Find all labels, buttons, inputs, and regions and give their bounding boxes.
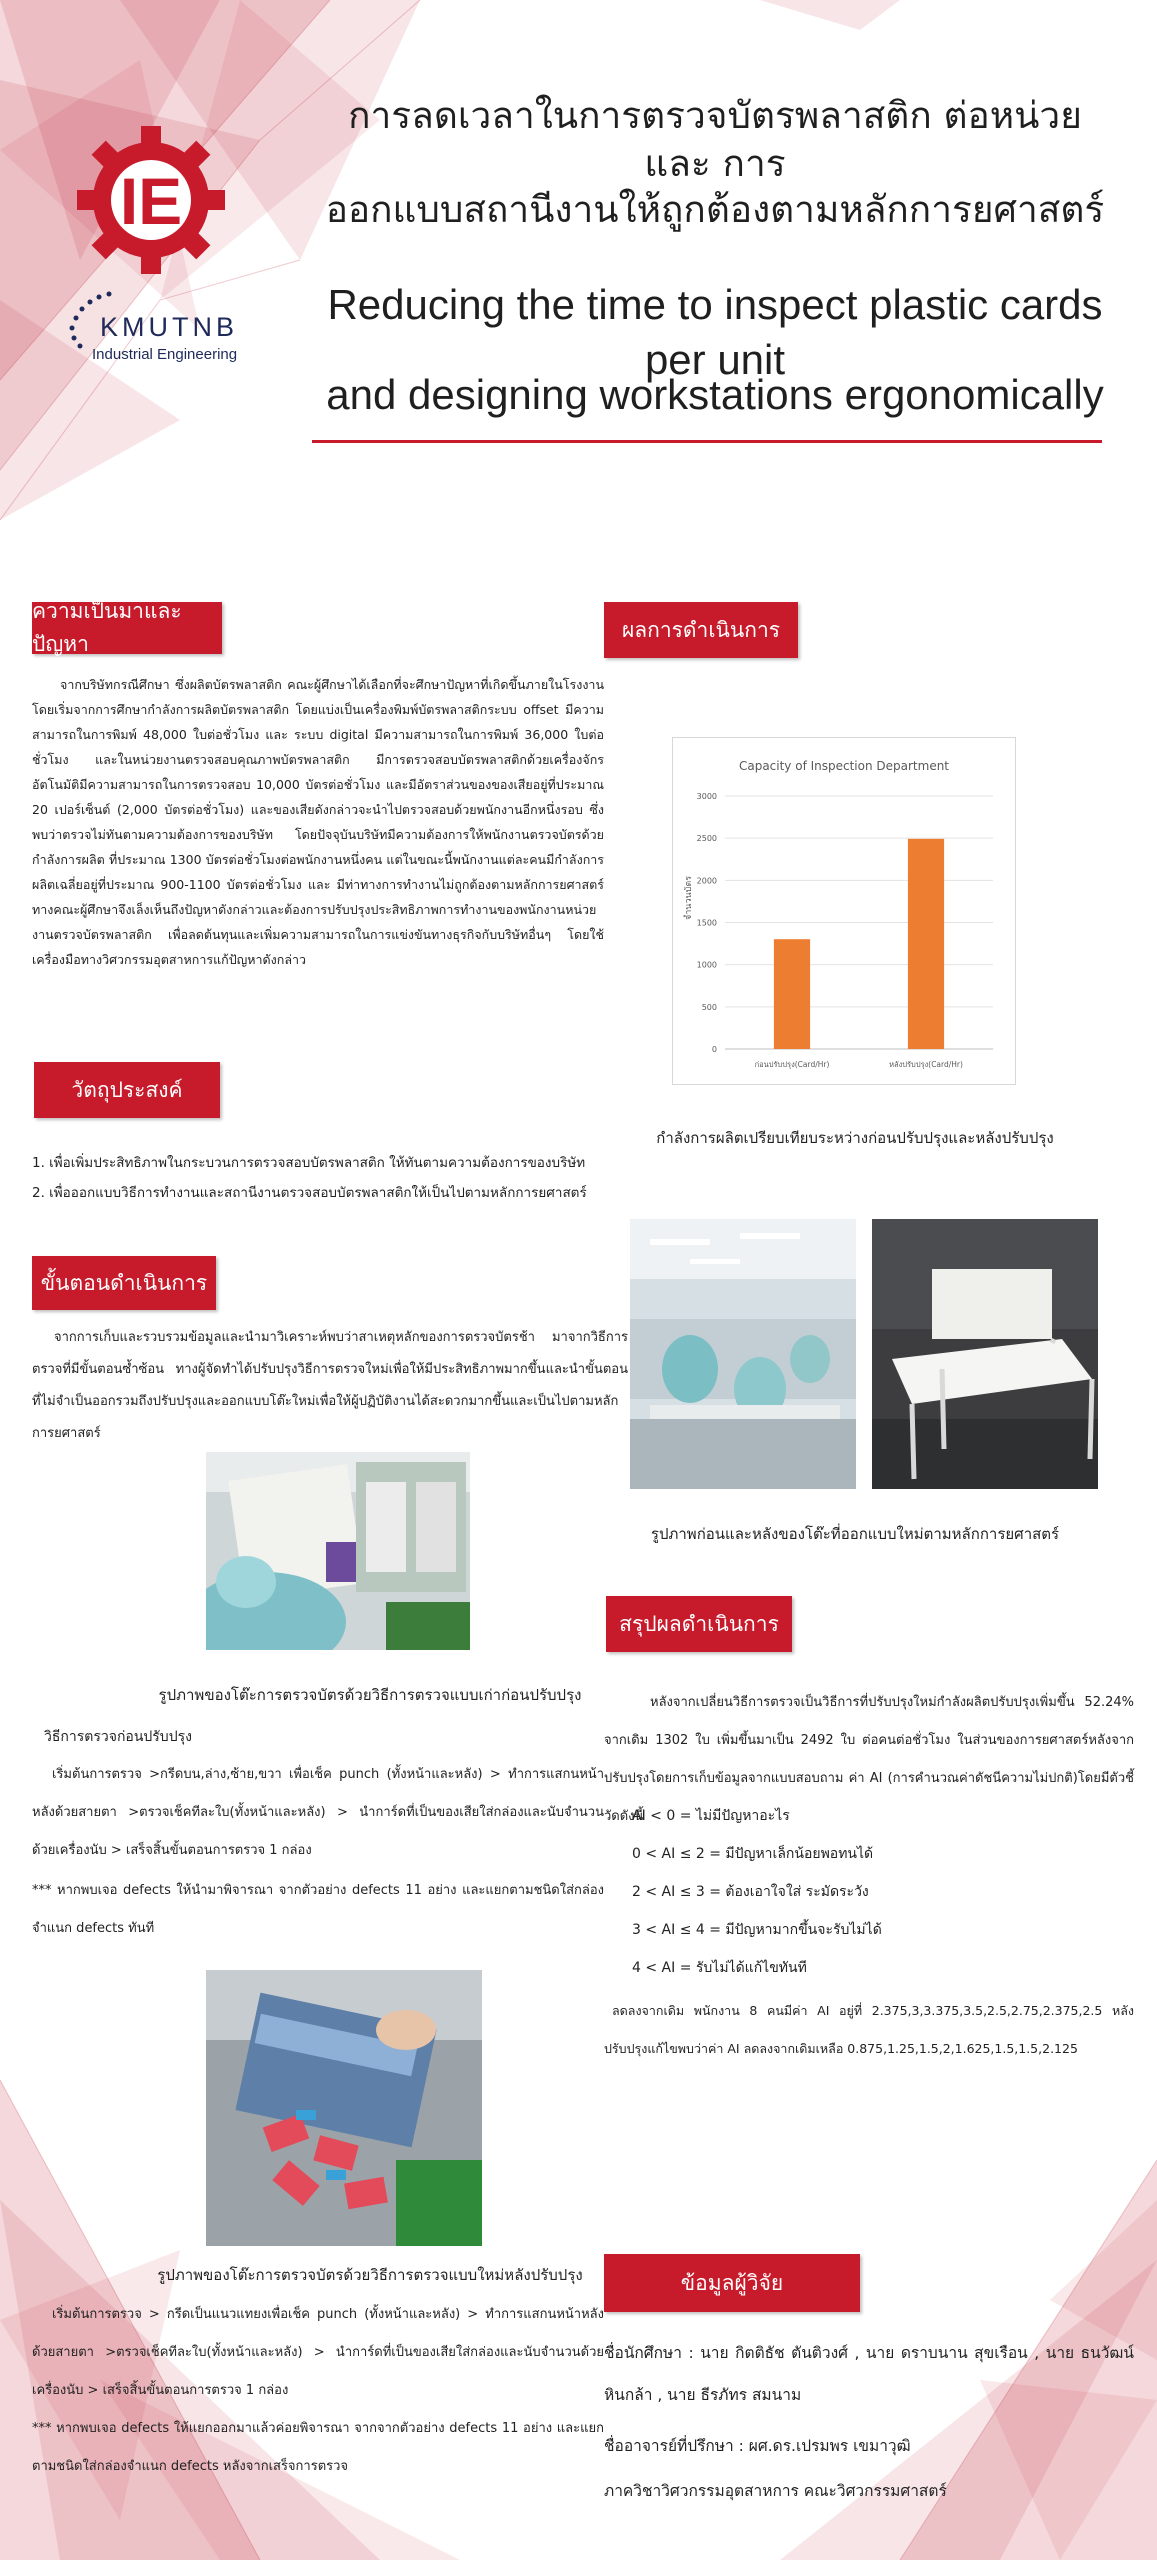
background-heading: ความเป็นมาและปัญหา [32,602,222,654]
ai-criterion: 2 < AI ≤ 3 = ต้องเอาใจใส่ ระมัดระวัง [632,1884,869,1900]
ai-criterion: AI < 0 = ไม่มีปัญหาอะไร [632,1808,790,1824]
capacity-chart [672,737,1016,1085]
objective-item: 1. เพื่อเพิ่มประสิทธิภาพในกระบวนการตรวจสอบบัตรพลาสติก ให้ทันตามความต้องการของบริษัท [32,1155,586,1171]
chart-svg [673,738,1015,1084]
chart-x-tick-label: หลังปรับปรุง(Card/Hr) [889,1060,963,1069]
chart-y-tick-label: 2500 [696,834,717,844]
researchers-department: ภาควิชาวิศวกรรมอุตสาหการ คณะวิศวกรรมศาสตร์ [604,2482,947,2500]
chart-caption: กำลังการผลิตเปรียบเทียบระหว่างก่อนปรับปรุงและหลังปรับปรุง [656,1129,1054,1147]
title-thai-line-2: ออกแบบสถานีงานให้ถูกต้องตามหลักการยศาสตร์ [325,188,1105,231]
chart-y-tick-label: 500 [701,1002,717,1012]
chart-bar [908,839,944,1049]
procedure-intro: จากการเก็บและรวบรวมข้อมูลและนำมาวิเคราะห์พบว่าสาเหตุหลักของการตรวจบัตรช้า มาจากวิธีการตรวจที่มีขั้นตอนซ้ำซ้อน ทางผู้จัดทำได้ปรับปรุงวิธีการตรวจใหม่เพื่อให้มีประสิทธิภาพมากขึ้นและนำขั้นตอนที่ไม่จำเป็นออกรวมถึงปรับปรุงและออกแบบโต๊ะใหม่เพื่อให้ผู้ปฏิบัติงานได้สะดวกมากขึ้นและเป็นไปตามหลักการยศาสตร์ [32,1330,628,1441]
chart-y-axis-label: จำนวนบัตร [684,875,694,921]
logo-name: KMUTNB [100,312,238,342]
kmutnb-logo [62,96,240,388]
researchers-heading: ข้อมูลผู้วิจัย [604,2254,860,2312]
new-method-caption: รูปภาพของโต๊ะการตรวจบัตรด้วยวิธีการตรวจแบบใหม่หลังปรับปรุง [157,2266,583,2284]
summary-heading: สรุปผลดำเนินการ [606,1596,792,1652]
old-desk-caption: รูปภาพของโต๊ะการตรวจบัตรด้วยวิธีการตรวจแบบเก่าก่อนปรับปรุง [158,1686,582,1704]
before-method-note: *** หากพบเจอ defects ให้นำมาพิจารณา จากตัวอย่าง defects 11 อย่าง และแยกตามชนิดใส่กล่องจำแนก defects ทันที [32,1883,604,1936]
logo-department: Industrial Engineering [92,346,238,363]
title-english-line-2: and designing workstations ergonomically [326,371,1104,418]
before-method-steps: เริ่มต้นการตรวจ >กรีดบน,ล่าง,ซ้าย,ขวา เพื่อเช็ค punch (ทั้งหน้าและหลัง) > ทำการแสกนหน้าหลังด้วยสายตา >ตรวจเช็คทีละใบ(ทั้งหน้าและหลัง) > นำการ์ดที่เป็นของเสียใส่กล่องและนับจำนวนด้วยเครื่องนับ > เสร็จสิ้นขั้นตอนการตรวจ 1 กล่อง [32,1767,604,1858]
summary-closing: ลดลงจากเดิม พนักงาน 8 คนมีค่า AI อยู่ที่ 2.375,3,3.375,3.5,2.5,2.75,2.375,2.5 หลังปรับปรุงแก้ไขพบว่าค่า AI ลดลงจากเดิมเหลือ 0.875,1.25,1.5,2,1.625,1.5,1.5,2.125 [604,2003,1134,2056]
after-method-note: *** หากพบเจอ defects ให้แยกออกมาแล้วค่อยพิจารณา จากจากตัวอย่าง defects 11 อย่าง และแยกตามชนิดใส่กล่องจำแนก defects หลังจากเสร็จการตรวจ [32,2421,604,2474]
new-workstation-photo [872,1219,1098,1489]
researchers-advisor: ชื่ออาจารย์ที่ปรึกษา : ผศ.ดร.เปรมพร เขมาวุฒิ [604,2437,911,2455]
results-heading: ผลการดำเนินการ [604,602,798,658]
new-method-photo [206,1970,482,2246]
ai-criterion: 0 < AI ≤ 2 = มีปัญหาเล็กน้อยพอทนได้ [632,1846,874,1862]
objective-item: 2. เพื่อออกแบบวิธีการทำงานและสถานีงานตรวจสอบบัตรพลาสติกให้เป็นไปตามหลักการยศาสตร์ [32,1185,587,1201]
ai-criteria-list [632,1797,1112,1987]
before-method-title: วิธีการตรวจก่อนปรับปรุง [44,1729,192,1745]
old-desk-photo [206,1452,470,1650]
objectives-list [32,1148,604,1208]
researchers-students: ชื่อนักศึกษา : นาย กิตติธัช ตันติวงศ์ , นาย ดราบนาน สุขเรือน , นาย ธนวัฒน์ หินกล้า , นาย ธีรภัทร สมนาม [604,2344,1134,2404]
chart-title: Capacity of Inspection Department [738,759,950,773]
old-workstation-photo [630,1219,856,1489]
objectives-heading: วัตถุประสงค์ [34,1062,220,1118]
logo-monogram: IE [119,164,183,238]
chart-y-tick-label: 1500 [696,918,717,928]
chart-bar [774,939,810,1049]
ai-criterion: 4 < AI = รับไม่ได้แก้ไขทันที [632,1960,807,1976]
chart-x-tick-label: ก่อนปรับปรุง(Card/Hr) [754,1060,830,1069]
ai-criterion: 3 < AI ≤ 4 = มีปัญหามากขึ้นจะรับไม่ได้ [632,1922,882,1938]
chart-y-tick-label: 2000 [696,876,717,886]
title-thai-line-1: การลดเวลาในการตรวจบัตรพลาสติก ต่อหน่วย และ การ [348,94,1082,186]
workstation-photos-caption: รูปภาพก่อนและหลังของโต๊ะที่ออกแบบใหม่ตามหลักการยศาสตร์ [650,1525,1060,1543]
after-method-steps: เริ่มต้นการตรวจ > กรีดเป็นแนวแทยงเพื่อเช็ค punch (ทั้งหน้าและหลัง) > ทำการแสกนหน้าหลังด้วยสายตา >ตรวจเช็คทีละใบ(ทั้งหน้าและหลัง) > นำการ์ดที่เป็นของเสียใส่กล่องและนับจำนวนด้วยเครื่องนับ > เสร็จสิ้นขั้นตอนการตรวจ 1 กล่อง [32,2307,604,2398]
procedure-heading: ขั้นตอนดำเนินการ [32,1256,216,1310]
chart-y-tick-label: 1000 [696,960,717,970]
background-text: จากบริษัทกรณีศึกษา ซึ่งผลิตบัตรพลาสติก คณะผู้ศึกษาได้เลือกที่จะศึกษาปัญหาที่เกิดขึ้นภายในโรงงาน โดยเริ่มจากการศึกษากำลังการผลิตบัตรพลาสติก โดยแบ่งเป็นเครื่องพิมพ์บัตรพลาสติกระบบ offset มีความสามารถในการพิมพ์ 48,000 ใบต่อชั่วโมง และ ระบบ digital มีความสามารถในการพิมพ์ 36,000 ใบต่อชั่วโมง และในหน่วยงานตรวจสอบคุณภาพบัตรพลาสติก มีการตรวจสอบบัตรพลาสติกด้วยเครื่องจักรอัตโนมัติมีความสามารถในการตรวจสอบ 10,000 บัตรต่อชั่วโมง และมีอัตราส่วนของของเสียอยู่ที่ประมาณ 20 เปอร์เซ็นต์ (2,000 บัตรต่อชั่วโมง) และของเสียดังกล่าวจะนำไปตรวจสอบด้วยพนักงานอีกหนึ่งรอบ ซึ่งพบว่าตรวจไม่ทันตามความต้องการของบริษัท โดยปัจจุบันบริษัทมีความต้องการให้พนักงานตรวจบัตรด้วยกำลังการผลิต ที่ประมาณ 1300 บัตรต่อชั่วโมงต่อพนักงานหนึ่งคน แต่ในขณะนี้พนักงานแต่ละคนมีกำลังการผลิตเฉลี่ยอยู่ที่ประมาณ 900-1100 บัตรต่อชั่วโมง และ มีท่าทางการทำงานไม่ถูกต้องตามหลักการยศาสตร์ ทางคณะผู้ศึกษาจึงเล็งเห็นถึงปัญหาดังกล่าวและต้องการปรับปรุงประสิทธิภาพการทำงานของพนักงานหน่วยงานตรวจบัตรพลาสติก เพื่อลดต้นทุนและเพิ่มความสามารถในการแข่งขันทางธุรกิจกับบริษัทอื่นๆ โดยใช้เครื่องมือทางวิศวกรรมอุตสาหการแก้ปัญหาดังกล่าว [32,677,604,967]
summary-text: หลังจากเปลี่ยนวิธีการตรวจเป็นวิธีการที่ปรับปรุงใหม่กำลังผลิตปรับปรุงเพิ่มขึ้น 52.24% จากเดิม 1302 ใบ เพิ่มขึ้นมาเป็น 2492 ใบ ต่อคนต่อชั่วโมง ในส่วนของการยศาสตร์หลังจากปรับปรุงโดยการเก็บข้อมูลจากแบบสอบถาม ค่า AI (การคำนวณค่าดัชนีความไม่ปกติ)โดยมีตัวชี้วัดดังนี้ [604,1695,1134,1824]
chart-y-tick-label: 3000 [696,792,717,801]
title-english-line-1: Reducing the time to inspect plastic cards per unit [327,281,1103,383]
chart-y-tick-label: 0 [711,1045,717,1054]
title-underline [312,440,1102,443]
